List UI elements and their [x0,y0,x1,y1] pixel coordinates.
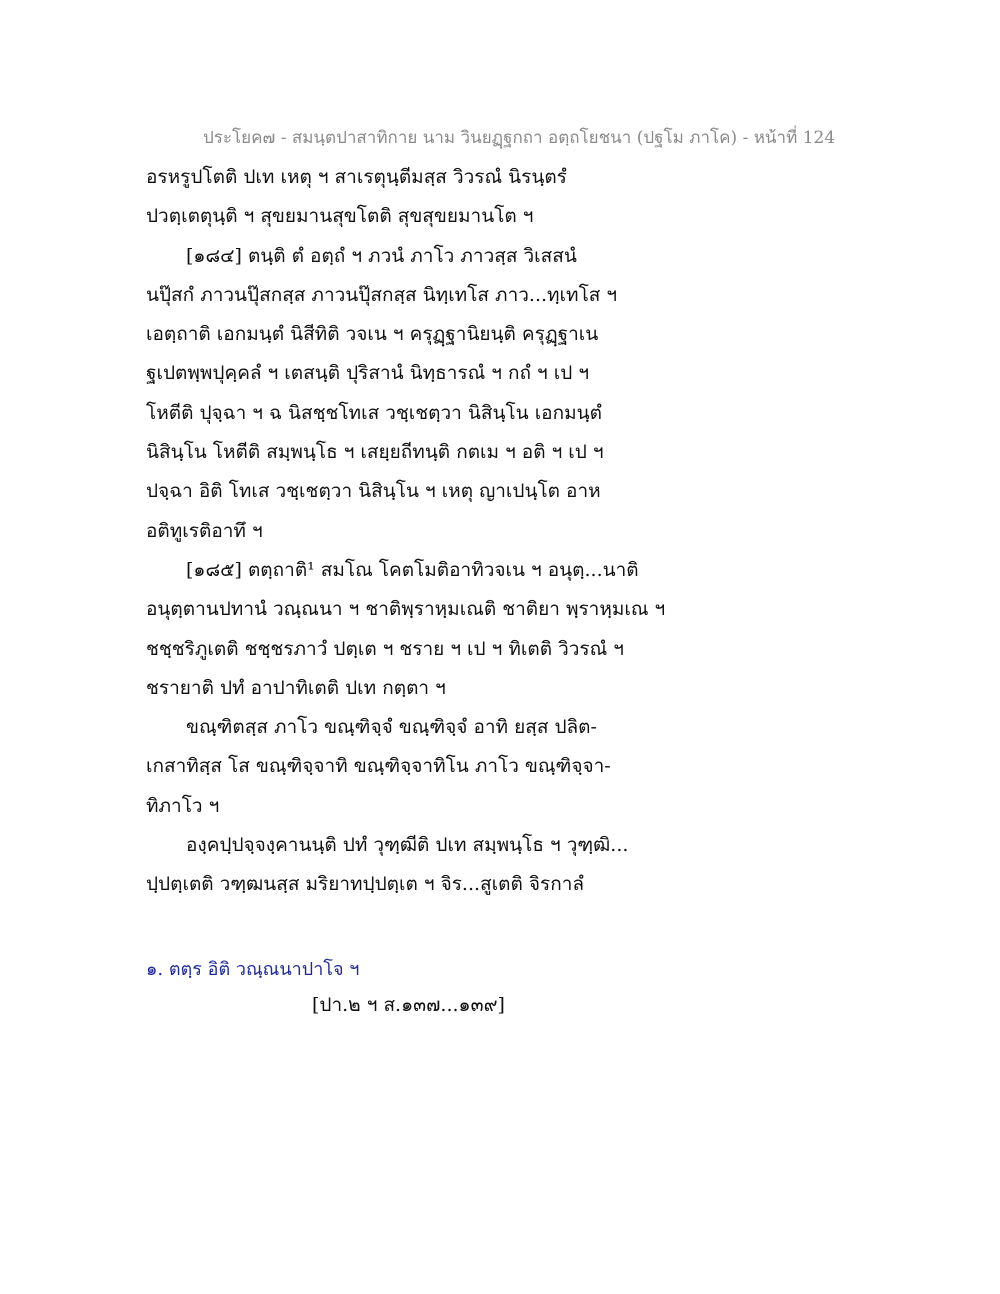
paragraph-185-start: [๑๘๕] ตตฺถาติ¹ สมโณ โคตโมติอาทิวจเน ฯ อนุตฺ...นาติ [186,558,639,581]
text-line: เอตฺถาติ เอกมนฺตํ นิสีทิติ วจเน ฯ ครุฏฺฐานิยนฺติ ครุฏฺฐาเน [146,323,599,346]
text-line: นิสินฺโน โหตีติ สมฺพนฺโธ ฯ เสยฺยถีทนฺติ กตเม ฯ อติ ฯ เป ฯ [146,441,604,464]
text-line: โหตีติ ปุจฺฉา ฯ ฉ นิสชฺชโทเส วชฺเชตฺวา นิสินฺโน เอกมนฺตํ [146,401,602,424]
body-text [146,158,866,905]
text-line: ฐเปตพฺพปุคฺคลํ ฯ เตสนฺติ ปุริสานํ นิทฺธารณํ ฯ กถํ ฯ เป ฯ [146,362,590,385]
paragraph-start: องฺคปฺปจฺจงฺคานนฺติ ปทํ วุฑฺฒีติ ปเท สมฺพนฺโธ ฯ วุฑฺฒิ... [186,834,629,857]
text-line: ทิภาโว ฯ [146,794,220,817]
running-header: ประโยค๗ - สมนฺตปาสาทิกาย นาม วินยฏฺฐกถา อตฺถโยชนา (ปฐโม ภาโค) - หน้าที่ 124 [203,128,836,148]
text-line: ปฺปตฺเตติ วฑฺฒนสฺส มริยาทปฺปตฺเต ฯ จิร...สูเตติ จิรกาลํ [146,873,585,896]
text-line: อติทูเรติอาทึ ฯ [146,519,263,542]
page-reference: [ปา.๒ ฯ ส.๑๓๗...๑๓๙] [312,994,505,1016]
text-line: ชชฺชริภูเตติ ชชฺชรภาวํ ปตฺเต ฯ ชราย ฯ เป ฯ ทิเตติ วิวรณํ ฯ [146,637,624,660]
text-line: อรหรูปโตติ ปเท เหตุ ฯ สาเรตุนฺตีมสฺส วิวรณํ นิรนฺตรํ [146,166,567,188]
text-line: นปุ๊สกํ ภาวนปุ๊สกสฺส ภาวนปุ๊สกสฺส นิทฺเทโส ภาว...ทฺเทโส ฯ [146,283,618,306]
text-line: ชรายาติ ปทํ อาปาทิเตติ ปเท กตฺตา ฯ [146,676,446,699]
footnote: ๑. ตตฺร อิติ วณฺณนาปาโจ ฯ [146,959,360,980]
paragraph-184-start: [๑๘๔] ตนฺติ ตํ อตฺถํ ฯ ภวนํ ภาโว ภาวสฺส วิเสสนํ [186,244,577,267]
text-line: อนุตฺตานปทานํ วณฺณนา ฯ ชาติพฺราหฺมเณติ ชาติยา พฺราหฺมเณ ฯ [146,598,666,621]
paragraph-start: ขณฺฑิตสฺส ภาโว ขณฺฑิจฺจํ ขณฺฑิจฺจํ อาทิ ยสฺส ปลิต- [186,716,597,739]
text-line: ปวตฺเตตุนฺติ ฯ สุขยมานสุขโตติ สุขสุขยมานโต ฯ [146,205,534,228]
text-line: เกสาทิสฺส โส ขณฺฑิจฺจาทิ ขณฺฑิจฺจาทิโน ภาโว ขณฺฑิจฺจา- [146,755,611,778]
text-line: ปจฺฉา อิติ โทเส วชฺเชตฺวา นิสินฺโน ฯ เหตุ ญาเปนฺโต อาห [146,480,601,503]
